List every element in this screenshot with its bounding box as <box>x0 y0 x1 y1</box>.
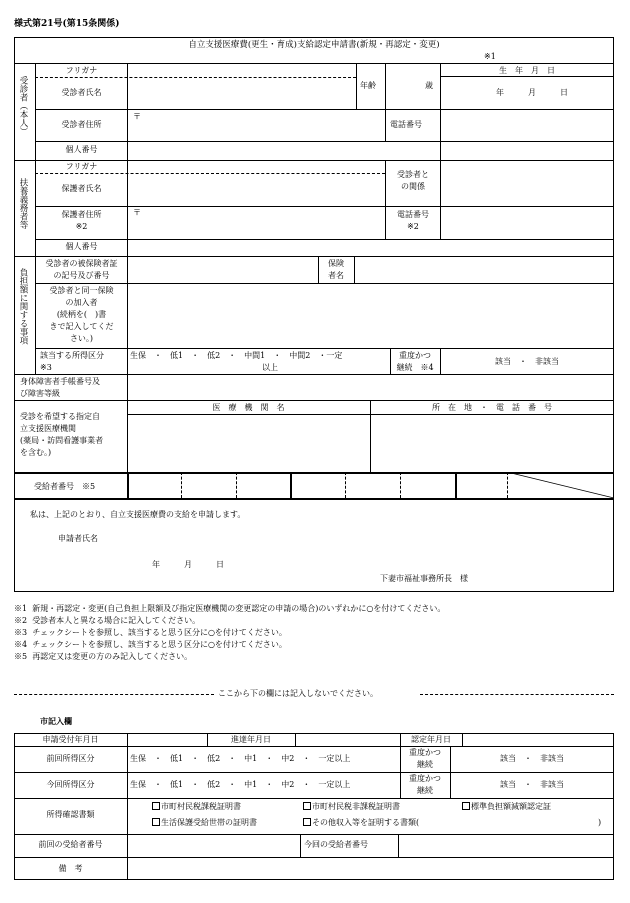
guardian-address-note: ※2 <box>75 222 88 231</box>
cutline-text: ここから下の欄には記入しないでください。 <box>218 689 378 698</box>
patient-name-label: 受診者氏名 <box>61 88 102 97</box>
checkbox-icon <box>303 802 311 810</box>
curr-severe-label-1: 重度かつ <box>409 774 441 783</box>
cutline-right <box>420 694 614 695</box>
form-number: 様式第21号(第15条関係) <box>14 19 120 29</box>
disability-label-2: び障害等級 <box>20 389 60 398</box>
same-insurance-line-4: きで記入してくだ <box>49 322 114 331</box>
same-insurance-line-1: 受診者と同一保険 <box>49 286 114 295</box>
institution-label-2: 立支援医療機関 <box>20 424 76 433</box>
same-insurance-line-2: の加入者 <box>65 298 98 307</box>
patient-phone-label: 電話番号 <box>390 120 422 129</box>
institution-name-header: 医 療 機 関 名 <box>212 403 285 412</box>
sent-date-label: 進達年月日 <box>231 735 271 744</box>
same-insurance-line-5: さい。) <box>69 334 94 343</box>
guardian-phone-label: 電話番号 <box>397 210 429 219</box>
checkbox-icon <box>462 802 470 810</box>
prev-severe-label-1: 重度かつ <box>409 748 441 757</box>
age-label: 年齢 <box>360 81 376 90</box>
declaration-statement: 私は、上記のとおり、自立支援医療費の支給を申請します。 <box>30 510 246 519</box>
curr-income-options[interactable]: 生保 ・ 低1 ・ 低2 ・ 中1 ・ 中2 ・ 一定以上 <box>130 780 351 789</box>
curr-severe-label-2: 継続 <box>417 786 433 795</box>
curr-recipient-label: 今回の受給者番号 <box>304 840 368 849</box>
prev-income-label: 前回所得区分 <box>46 754 95 763</box>
doc-option-1-label: 市町村民税課税証明書 <box>161 802 241 811</box>
age-unit: 歳 <box>425 81 433 90</box>
doc-option-2[interactable] <box>303 802 400 812</box>
institution-label-3: (薬局・訪問看護事業者 <box>20 436 104 445</box>
applicant-name-label: 申請者氏名 <box>58 534 98 543</box>
note-5-mark: ※5 <box>14 652 28 661</box>
dob-value[interactable]: 年 月 日 <box>496 88 568 97</box>
doc-option-5-close: ) <box>598 818 602 827</box>
note-1-mark: ※1 <box>14 604 28 613</box>
patient-id-label: 個人番号 <box>65 145 98 154</box>
dob-header: 生 年 月 日 <box>499 66 555 75</box>
severe-options[interactable]: 該当 ・ 非該当 <box>495 357 559 366</box>
note-2-text: 受診者本人と異なる場合に記入してください。 <box>32 616 201 625</box>
guardian-postal-mark: 〒 <box>133 208 141 217</box>
patient-address-label: 受診者住所 <box>61 120 102 129</box>
doc-option-3[interactable] <box>462 802 551 812</box>
doc-option-2-label: 市町村民税非課税証明書 <box>312 802 400 811</box>
doc-option-3-label: 標準負担額減額認定証 <box>471 802 551 811</box>
note-3-text: チェックシートを参照し、該当すると思う区分に○を付けてください。 <box>32 628 287 637</box>
income-options-line-2[interactable]: 以上 <box>262 363 278 372</box>
prev-severe-label-2: 継続 <box>417 760 433 769</box>
cutline-left <box>14 694 214 695</box>
burden-section-label: 負担額に関する事項 <box>18 268 28 345</box>
guardian-phone-note: ※2 <box>407 222 419 231</box>
income-label-2: ※3 <box>40 363 52 372</box>
note-2 <box>14 615 200 626</box>
note-4-text: チェックシートを参照し、該当すると思う区分に○を付けてください。 <box>32 640 287 649</box>
prev-income-options[interactable]: 生保 ・ 低1 ・ 低2 ・ 中1 ・ 中2 ・ 一定以上 <box>130 754 351 763</box>
checkbox-icon <box>152 818 160 826</box>
prev-recipient-label: 前回の受給者番号 <box>38 840 103 849</box>
guardian-address-label: 保護者住所 <box>61 210 102 219</box>
doc-option-5-label: その他収入等を証明する書類( <box>312 818 420 827</box>
insurer-label-1: 保険 <box>328 259 344 268</box>
relation-label-1: 受診者と <box>397 170 429 179</box>
doc-option-5[interactable] <box>303 818 419 828</box>
institution-label-1: 受診を希望する指定自 <box>20 412 100 421</box>
patient-section-label: 受診者（本人） <box>18 76 28 136</box>
insurance-label-1: 受診者の被保険者証 <box>45 259 118 268</box>
docs-label: 所得確認書類 <box>46 810 95 819</box>
doc-option-1[interactable] <box>152 802 241 812</box>
same-insurance-line-3: (続柄を( )書 <box>56 310 107 319</box>
recipient-number-label: 受給者番号 ※5 <box>34 482 96 491</box>
note-3 <box>14 627 287 638</box>
patient-postal-mark: 〒 <box>133 112 141 121</box>
note-1 <box>14 603 445 614</box>
application-date[interactable]: 年 月 日 <box>152 560 224 569</box>
note-3-mark: ※3 <box>14 628 28 637</box>
note-4 <box>14 639 287 650</box>
note-5 <box>14 651 192 662</box>
curr-income-label: 今回所得区分 <box>46 780 95 789</box>
note-1-text: 新規・再認定・変更(自己負担上限額及び指定医療機関の変更認定の申請の場合)のいずれかに○を付けてください。 <box>32 604 446 613</box>
guardian-section-label: 扶養義務者等 <box>18 178 28 229</box>
note-2-mark: ※2 <box>14 616 28 625</box>
income-label-1: 該当する所得区分 <box>40 351 104 360</box>
patient-name-field[interactable] <box>130 79 354 105</box>
relation-label-2: の関係 <box>401 182 425 191</box>
addressee: 下妻市福祉事務所長 様 <box>380 574 468 583</box>
city-section-title: 市記入欄 <box>40 716 72 726</box>
institution-label-4: を含む。) <box>20 448 52 457</box>
title-note: ※1 <box>484 52 496 61</box>
curr-severe-options[interactable]: 該当 ・ 非該当 <box>500 780 564 789</box>
severe-label-2: 継続 ※4 <box>396 363 434 372</box>
guardian-furigana-label: フリガナ <box>65 162 98 171</box>
recipient-number-slash <box>507 472 614 498</box>
remarks-label: 備 考 <box>58 864 83 873</box>
received-date-label: 申請受付年月日 <box>42 735 99 744</box>
patient-furigana-label: フリガナ <box>65 66 98 75</box>
approved-date-label: 認定年月日 <box>411 735 451 744</box>
guardian-name-label: 保護者氏名 <box>61 184 102 193</box>
checkbox-icon <box>303 818 311 826</box>
income-options-line-1[interactable]: 生保 ・ 低1 ・ 低2 ・ 中間1 ・ 中間2 ・一定 <box>130 351 343 360</box>
doc-option-4[interactable] <box>152 818 257 828</box>
form-title: 自立支援医療費(更生・育成)支給認定申請書(新規・再認定・変更) <box>188 40 440 50</box>
checkbox-icon <box>152 802 160 810</box>
guardian-id-label: 個人番号 <box>65 242 98 251</box>
doc-option-4-label: 生活保護受給世帯の証明書 <box>161 818 257 827</box>
prev-severe-options[interactable]: 該当 ・ 非該当 <box>500 754 564 763</box>
note-4-mark: ※4 <box>14 640 28 649</box>
note-5-text: 再認定又は変更の方のみ記入してください。 <box>32 652 193 661</box>
disability-label-1: 身体障害者手帳番号及 <box>20 377 100 386</box>
insurance-label-2: の記号及び番号 <box>53 271 110 280</box>
institution-address-header: 所 在 地 ・ 電 話 番 号 <box>432 403 552 412</box>
insurer-label-2: 者名 <box>328 271 344 280</box>
severe-label-1: 重度かつ <box>399 351 431 360</box>
